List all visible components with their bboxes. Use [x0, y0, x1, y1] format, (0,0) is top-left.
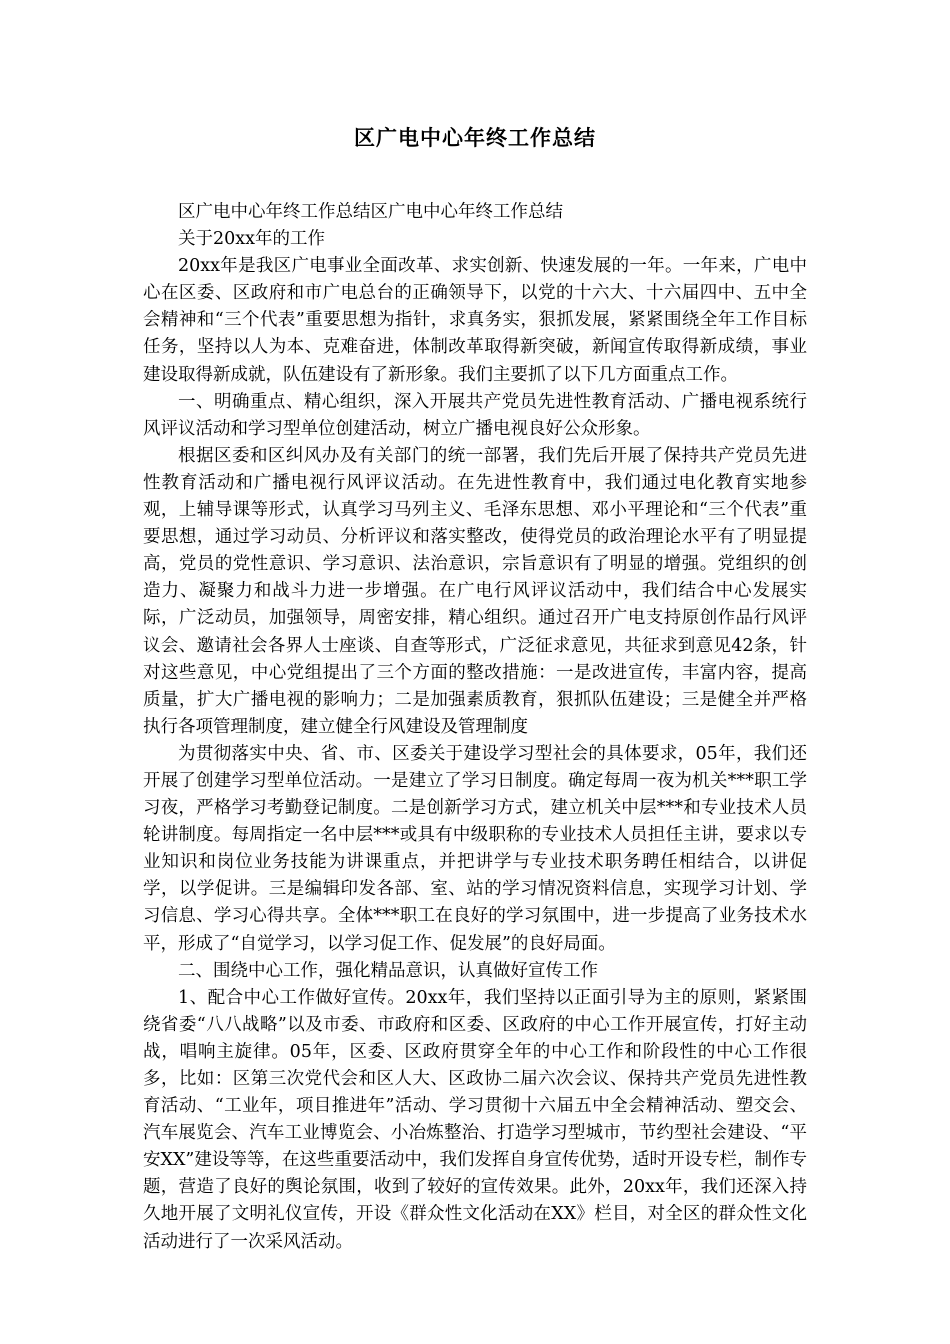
- document-body: [143, 199, 807, 1256]
- paragraph-intro: 20xx年是我区广电事业全面改革、求实创新、快速发展的一年。一年来，广电中心在区委、区政府和市广电总台的正确领导下，以党的十六大、十六届四中、五中全会精神和“三个代表”重要思想为指针，求真务实，狠抓发展，紧紧围绕全年工作目标任务，坚持以人为本、克难奋进，体制改革取得新突破，新闻宣传取得新成绩，事业建设取得新成就，队伍建设有了新形象。我们主要抓了以下几方面重点工作。: [143, 256, 807, 385]
- document-title: 区广电中心年终工作总结: [354, 125, 596, 150]
- paragraph-section-two-heading: 二、围绕中心工作，强化精品意识，认真做好宣传工作: [178, 960, 598, 981]
- paragraph-learning-org: 为贯彻落实中央、省、市、区委关于建设学习型社会的具体要求，05年，我们还开展了创建学习型单位活动。一是建立了学习日制度。确定每周一夜为机关***职工学习夜，严格学习考勤登记制度。二是创新学习方式，建立机关中层***和专业技术人员轮讲制度。每周指定一名中层***或具有中级职称的专业技术人员担任主讲，要求以专业知识和岗位业务技能为讲课重点，并把讲学与专业技术职务聘任相结合，以讲促学，以学促讲。三是编辑印发各部、室、站的学习情况资料信息，实现学习计划、学习信息、学习心得共享。全体***职工在良好的学习氛围中，进一步提高了业务技术水平，形成了“自觉学习，以学习促工作、促发展”的良好局面。: [143, 743, 807, 954]
- paragraph-heading-line: 区广电中心年终工作总结区广电中心年终工作总结: [178, 202, 563, 222]
- paragraph-section-one-body: 根据区委和区纠风办及有关部门的统一部署，我们先后开展了保持共产党员先进性教育活动和广播电视行风评议活动。在先进性教育中，我们通过电化教育实地参观，上辅导课等形式，认真学习马列主义、毛泽东思想、邓小平理论和“三个代表”重要思想，通过学习动员、分析评议和落实整改，使得党员的政治理论水平有了明显提高，党员的党性意识、学习意识、法治意识，宗旨意识有了明显的增强。党组织的创造力、凝聚力和战斗力进一步增强。在广电行风评议活动中，我们结合中心发展实际，广泛动员，加强领导，周密安排，精心组织。通过召开广电支持原创作品行风评议会、邀请社会各界人士座谈、自查等形式，广泛征求意见，共征求到意见42条，针对这些意见，中心党组提出了三个方面的整改措施：一是改进宣传，丰富内容，提高质量，扩大广播电视的影响力；二是加强素质教育，狠抓队伍建设；三是健全并严格执行各项管理制度，建立健全行风建设及管理制度: [143, 445, 807, 737]
- paragraph-subtitle: 关于20xx年的工作: [178, 229, 326, 250]
- paragraph-section-one-heading: 一、明确重点、精心组织，深入开展共产党员先进性教育活动、广播电视系统行风评议活动和学习型单位创建活动，树立广播电视良好公众形象。: [143, 391, 807, 439]
- paragraph-section-two-item-one: 1、配合中心工作做好宣传。20xx年，我们坚持以正面引导为主的原则，紧紧围绕省委“八八战略”以及市委、市政府和区委、区政府的中心工作开展宣传，打好主动战，唱响主旋律。05年，区委、区政府贯穿全年的中心工作和阶段性的中心工作很多，比如：区第三次党代会和区人大、区政协二届六次会议、保持共产党员先进性教育活动、“工业年，项目推进年”活动、学习贯彻十六届五中全会精神活动、塑交会、汽车展览会、汽车工业博览会、小冶炼整治、打造学习型城市，节约型社会建设、“平安XX”建设等等，在这些重要活动中，我们发挥自身宣传优势，适时开设专栏，制作专题，营造了良好的舆论氛围，收到了较好的宣传效果。此外，20xx年，我们还深入持久地开展了文明礼仪宣传，开设《群众性文化活动在XX》栏目，对全区的群众性文化活动进行了一次采风活动。: [143, 987, 807, 1252]
